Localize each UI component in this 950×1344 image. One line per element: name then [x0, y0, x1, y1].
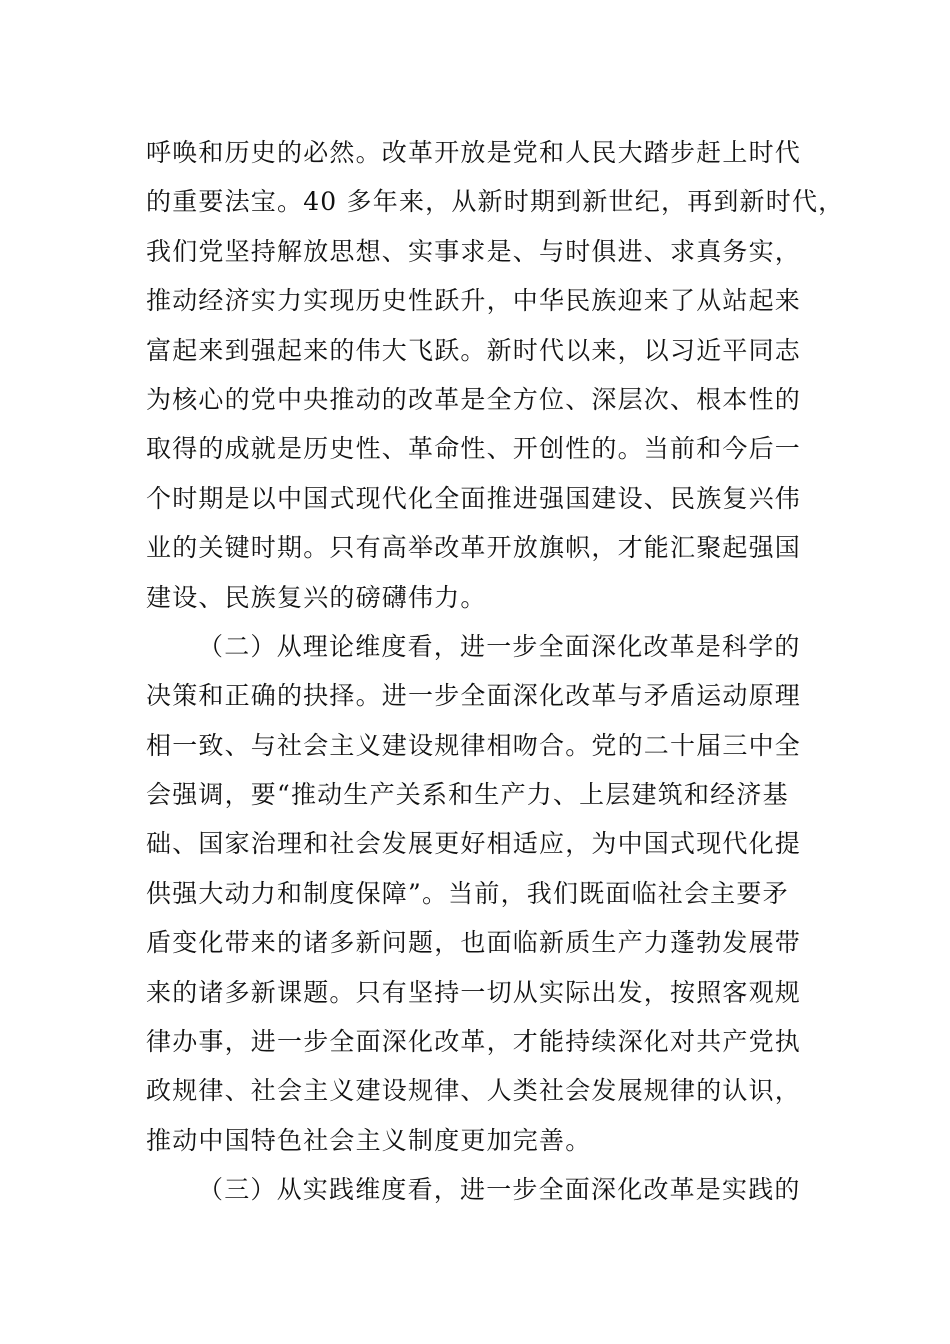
text-line: 富起来到强起来的伟大飞跃。新时代以来，以习近平同志	[146, 335, 802, 365]
text-line: 政规律、社会主义建设规律、人类社会发展规律的认识，	[146, 1076, 802, 1106]
text-line: 的重要法宝。40 多年来，从新时期到新世纪，再到新时代，	[146, 187, 845, 217]
text-line: 个时期是以中国式现代化全面推进强国建设、民族复兴伟	[146, 483, 802, 513]
text-line: 推动中国特色社会主义制度更加完善。	[146, 1125, 592, 1155]
text-line: 取得的成就是历史性、革命性、开创性的。当前和今后一	[146, 434, 802, 464]
text-line: 供强大动力和制度保障”。当前，我们既面临社会主要矛	[146, 878, 789, 908]
text-line: 决策和正确的抉择。进一步全面深化改革与矛盾运动原理	[146, 681, 802, 711]
text-line: 会强调，要“推动生产关系和生产力、上层建筑和经济基	[146, 780, 789, 810]
text-line: 业的关键时期。只有高举改革开放旗帜，才能汇聚起强国	[146, 533, 802, 563]
section-heading-line: （三）从实践维度看，进一步全面深化改革是实践的	[198, 1175, 801, 1205]
text-line: 来的诸多新课题。只有坚持一切从实际出发，按照客观规	[146, 977, 802, 1007]
text-line: 建设、民族复兴的磅礴伟力。	[146, 582, 487, 612]
text-line: 盾变化带来的诸多新问题，也面临新质生产力蓬勃发展带	[146, 928, 802, 958]
text-line: 础、国家治理和社会发展更好相适应，为中国式现代化提	[146, 829, 802, 859]
text-line: 呼唤和历史的必然。改革开放是党和人民大踏步赶上时代	[146, 138, 802, 167]
section-heading-line: （二）从理论维度看，进一步全面深化改革是科学的	[198, 631, 801, 661]
text-line: 为核心的党中央推动的改革是全方位、深层次、根本性的	[146, 384, 802, 414]
text-line: 律办事，进一步全面深化改革，才能持续深化对共产党执	[146, 1027, 802, 1057]
text-line: 相一致、与社会主义建设规律相吻合。党的二十届三中全	[146, 730, 802, 760]
text-line: 我们党坚持解放思想、实事求是、与时俱进、求真务实，	[146, 236, 802, 266]
text-line: 推动经济实力实现历史性跃升，中华民族迎来了从站起来	[146, 286, 802, 316]
body-text	[146, 128, 845, 1215]
